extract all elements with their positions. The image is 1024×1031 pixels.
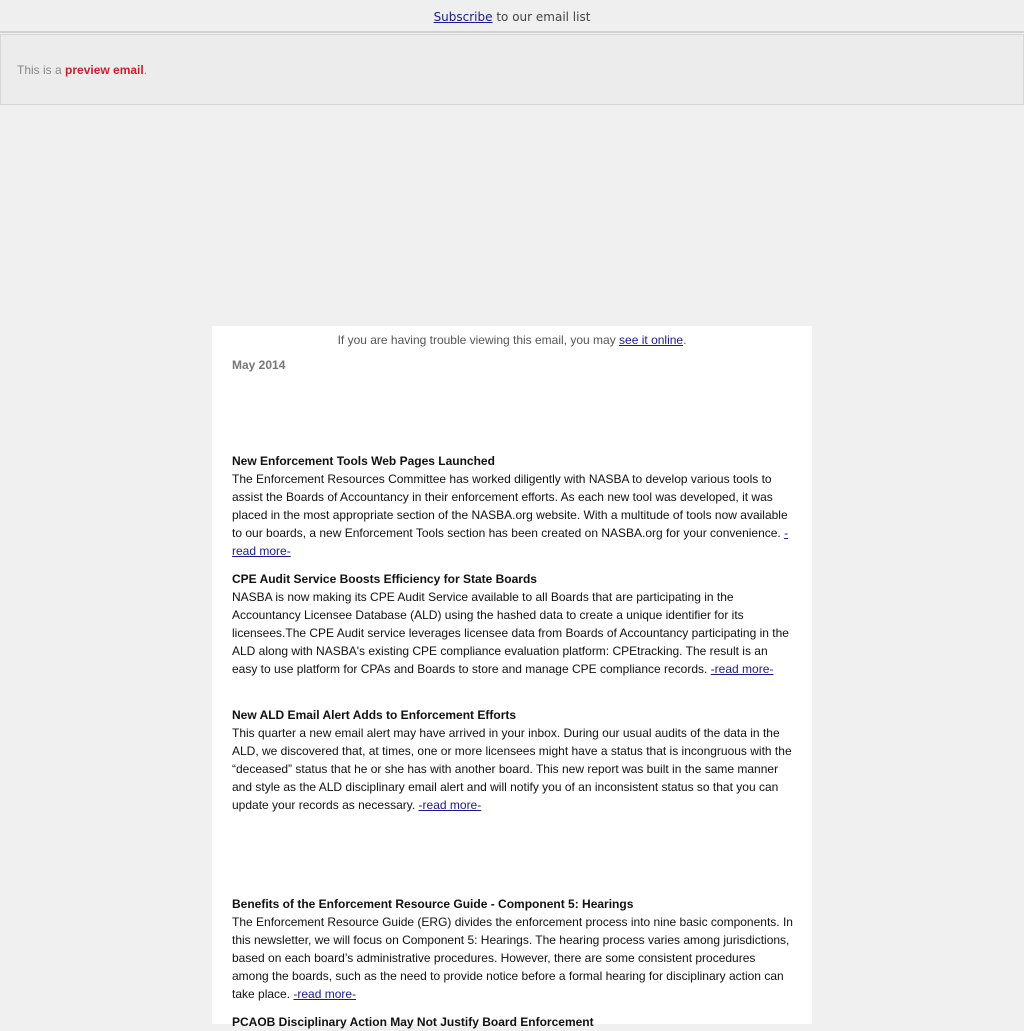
preview-banner-text	[17, 63, 147, 77]
preview-prefix: This is a	[17, 63, 66, 77]
article-title: CPE Audit Service Boosts Efficiency for State Boards	[232, 572, 537, 586]
article-body: This quarter a new email alert may have arrived in your inbox. During our usual audits of the data in the ALD, we discovered that, at times, one or more licensees might have a status that is incongruous with the “deceased” status that he or she has with another board. This new report was built in the same manner and style as the ALD disciplinary email alert and will notify you of an inconsistent status so that you can update your records as necessary.	[232, 726, 792, 812]
preview-highlight: preview email	[65, 63, 144, 77]
article-pcaob-action	[232, 1013, 794, 1031]
see-it-online-link[interactable]: see it online	[619, 333, 684, 347]
article-title: PCAOB Disciplinary Action May Not Justify Board Enforcement	[232, 1015, 594, 1029]
article-body: The Enforcement Resources Committee has worked diligently with NASBA to develop various tools to assist the Boards of Accountancy in their enforcement efforts. As each new tool was developed, it was placed in the most appropriate section of the NASBA.org website. With a multitude of tools now available to our boards, a new Enforcement Tools section has been created on NASBA.org for your convenience.	[232, 472, 788, 540]
view-online-suffix: .	[683, 333, 687, 347]
article-title: New Enforcement Tools Web Pages Launched	[232, 454, 495, 468]
preview-banner	[0, 34, 1024, 105]
article-cpe-audit	[232, 570, 794, 678]
subscribe-link[interactable]: Subscribe	[433, 10, 493, 24]
article-erg-hearings	[232, 895, 794, 1003]
article-title: New ALD Email Alert Adds to Enforcement Efforts	[232, 708, 517, 722]
preview-suffix: .	[143, 63, 148, 77]
read-more-link[interactable]: -read more-	[232, 526, 789, 558]
article-enforcement-tools	[232, 452, 794, 560]
read-more-link[interactable]: -read more-	[418, 798, 482, 812]
article-ald-email-alert	[232, 706, 794, 814]
view-online-notice	[212, 333, 812, 347]
article-title: Benefits of the Enforcement Resource Guide - Component 5: Hearings	[232, 897, 634, 911]
subscribe-suffix-text: to our email list	[492, 10, 591, 24]
subscribe-bar	[0, 0, 1024, 33]
newsletter-date: May 2014	[232, 358, 286, 372]
view-online-prefix: If you are having trouble viewing this email, you may	[337, 333, 620, 347]
read-more-link[interactable]: -read more-	[293, 987, 357, 1001]
article-body: The Enforcement Resource Guide (ERG) divides the enforcement process into nine basic components. In this newsletter, we will focus on Component 5: Hearings. The hearing process varies among jurisdictions, based on each board’s administrative procedures. However, there are some consistent procedures among the boards, such as the need to provide notice before a formal hearing for disciplinary action can take place.	[232, 915, 793, 1001]
read-more-link[interactable]: -read more-	[710, 662, 774, 676]
email-body	[212, 326, 812, 1029]
article-body: NASBA is now making its CPE Audit Service available to all Boards that are participating in the Accountancy Licensee Database (ALD) using the hashed data to create a unique identifier for its licensees.The CPE Audit service leverages licensee data from Boards of Accountancy participating in the ALD along with NASBA's existing CPE compliance evaluation platform: CPEtracking. The result is an easy to use platform for CPAs and Boards to store and manage CPE compliance records.	[232, 590, 789, 676]
